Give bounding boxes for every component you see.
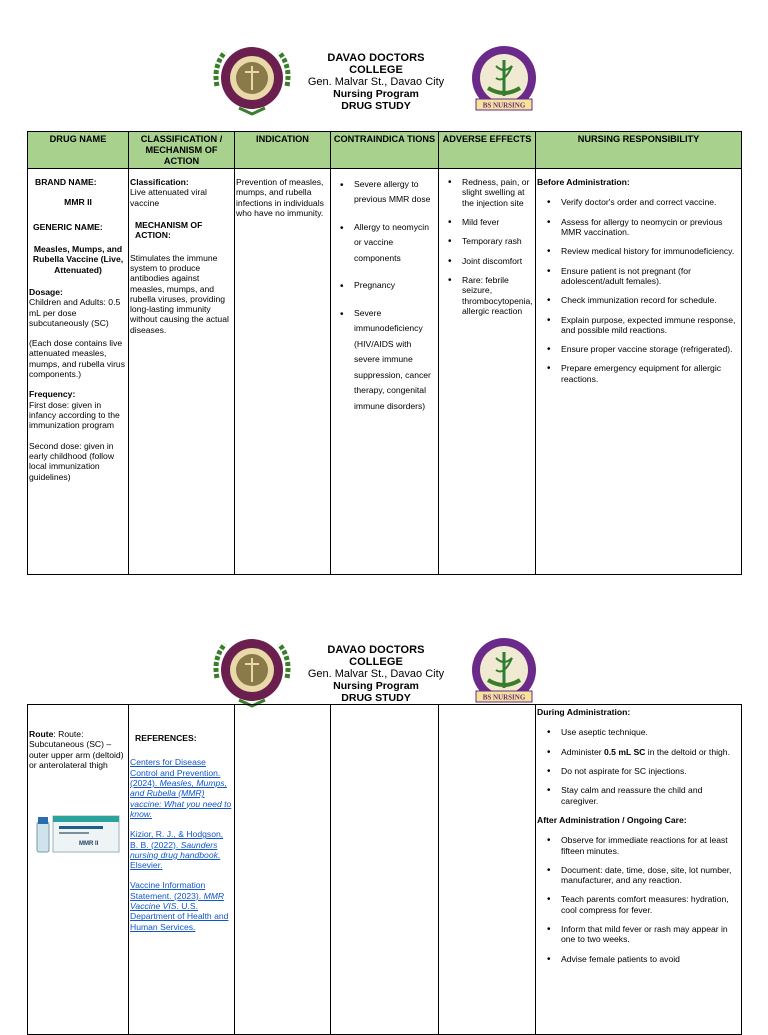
before-administration-title: Before Administration:: [537, 177, 630, 187]
list-item: • Advise female patients to avoid: [553, 954, 740, 964]
reference-link[interactable]: Centers for Disease Control and Prevention. (2024). Measles, Mumps, and Rubella (MMR) vaccine: What you need to know.: [130, 757, 232, 819]
brand-name: MMR II: [64, 197, 92, 208]
col-adverse-effects: ADVERSE EFFECTS: [439, 132, 536, 169]
list-item: • Redness, pain, or slight swelling at the injection site: [454, 177, 534, 208]
generic-label: GENERIC NAME:: [33, 221, 103, 232]
empty-indication-cell: [235, 705, 331, 1035]
list-item: • Stay calm and reassure the child and caregiver.: [553, 785, 740, 806]
moa-label: MECHANISM OF ACTION:: [135, 219, 203, 241]
frequency-first: First dose: given in infancy according to the immunization program: [29, 399, 120, 431]
college-address: Gen. Malvar St., Davao City: [307, 76, 445, 88]
col-drug-name: DRUG NAME: [28, 132, 129, 169]
after-administration-title: After Administration / Ongoing Care:: [537, 814, 687, 825]
col-contraindications: CONTRAINDICA TIONS: [331, 132, 439, 169]
college-address: Gen. Malvar St., Davao City: [307, 668, 445, 680]
table-header-row: [28, 132, 742, 169]
bs-nursing-logo: [462, 44, 546, 116]
list-item: • Ensure patient is not pregnant (for adolescent/adult females).: [553, 266, 740, 287]
generic-name: Measles, Mumps, and Rubella Vaccine (Live, Attenuated): [32, 243, 124, 275]
route-text: [29, 729, 127, 770]
program-name: Nursing Program: [333, 88, 419, 100]
list-item: • Do not aspirate for SC injections.: [553, 766, 740, 776]
college-name: DAVAO DOCTORS COLLEGE: [327, 644, 425, 668]
indication-text: Prevention of measles, mumps, and rubella infections in individuals who have no immunity.: [236, 177, 324, 218]
logo-banner-text: BS NURSING: [482, 101, 526, 110]
reference-link[interactable]: Vaccine Information Statement. (2023). MMR Vaccine VIS. U.S. Department of Health and Human Services.: [130, 880, 229, 932]
program-name: Nursing Program: [333, 680, 419, 692]
drug-name-cell: [28, 169, 129, 575]
references-title: REFERENCES:: [135, 733, 197, 743]
moa-value: Stimulates the immune system to produce antibodies against measles, mumps, and rubella viruses, providing long-lasting immunity without causing the actual diseases.: [130, 252, 229, 335]
list-item: • Mild fever: [454, 217, 534, 227]
college-name: DAVAO DOCTORS COLLEGE: [327, 52, 425, 76]
list-item: • Document: date, time, dose, site, lot number, manufacturer, and any reaction.: [553, 865, 740, 886]
list-item: • Prepare emergency equipment for allergic reactions.: [553, 363, 740, 384]
document-title: DRUG STUDY: [341, 692, 411, 704]
adverse-effects-list: [440, 177, 534, 316]
adverse-effects-cell: [439, 169, 536, 575]
drug-study-table-page2: [27, 704, 742, 1035]
header-text-block: [300, 644, 452, 704]
college-seal-logo: [207, 42, 297, 116]
col-nursing-responsibility: NURSING RESPONSIBILITY: [536, 132, 742, 169]
list-item: • Ensure proper vaccine storage (refrigerated).: [553, 344, 740, 354]
drug-study-table-page1: [27, 131, 742, 575]
list-item: • Check immunization record for schedule.: [553, 295, 740, 305]
route-label: Route: [29, 729, 54, 739]
nursing-responsibility-cell: [536, 705, 742, 1035]
classification-value: Live attenuated viral vaccine: [130, 187, 207, 208]
frequency-second: Second dose: given in early childhood (follow local immunization guidelines): [29, 440, 115, 482]
brand-label: BRAND NAME:: [35, 177, 97, 187]
list-item: • Administer 0.5 mL SC in the deltoid or thigh.: [553, 747, 740, 757]
list-item: • Use aseptic technique.: [553, 727, 740, 737]
list-item: • Severe allergy to previous MMR dose: [346, 177, 437, 208]
contraindications-cell: [331, 169, 439, 575]
col-classification: CLASSIFICATION / MECHANISM OF ACTION: [129, 132, 235, 169]
nursing-responsibility-cell: [536, 169, 742, 575]
classification-label: Classification:: [130, 177, 189, 187]
list-item: • Temporary rash: [454, 236, 534, 246]
classification-cell: [129, 169, 235, 575]
dose-note: (Each dose contains live attenuated measles, mumps, and rubella virus components.): [29, 338, 126, 380]
college-seal-logo: [207, 634, 297, 708]
list-item: • Inform that mild fever or rash may appear in one to two weeks.: [553, 924, 740, 945]
list-item: • Rare: febrile seizure, thrombocytopenia, allergic reaction: [454, 275, 534, 316]
header-text-block: [300, 52, 452, 112]
table-row: [28, 169, 742, 575]
empty-contraindications-cell: [331, 705, 439, 1035]
list-item: • Pregnancy: [346, 278, 437, 293]
dosage-value: Children and Adults: 0.5 mL per dose subcutaneously (SC): [29, 297, 121, 328]
list-item: • Explain purpose, expected immune response, and possible mild reactions.: [553, 315, 740, 336]
route-cell: [28, 705, 129, 1035]
frequency-label: Frequency:: [29, 389, 76, 400]
list-item: • Review medical history for immunodeficiency.: [553, 246, 740, 256]
bs-nursing-logo: [462, 636, 546, 708]
vaccine-box-image: [35, 814, 121, 856]
after-administration-list: [537, 835, 740, 964]
reference-link[interactable]: Kizior, R. J., & Hodgson, B. B. (2022). Saunders nursing drug handbook. Elsevier.: [130, 829, 224, 871]
indication-cell: [235, 169, 331, 575]
route-value: : Route: Subcutaneous (SC) – outer upper arm (deltoid) or anterolateral thigh: [29, 729, 124, 770]
list-item: • Assess for allergy to neomycin or previous MMR vaccination.: [553, 217, 740, 238]
during-administration-title: During Administration:: [537, 707, 631, 717]
table-row: [28, 705, 742, 1035]
contraindications-list: [332, 177, 437, 414]
col-indication: INDICATION: [235, 132, 331, 169]
document-title: DRUG STUDY: [341, 100, 411, 112]
logo-banner-text: BS NURSING: [482, 693, 526, 702]
during-administration-list: [537, 727, 740, 806]
dosage-label: Dosage:: [29, 286, 63, 297]
empty-adverse-effects-cell: [439, 705, 536, 1035]
before-administration-list: [537, 197, 740, 384]
list-item: • Allergy to neomycin or vaccine components: [346, 220, 437, 266]
list-item: • Severe immunodeficiency (HIV/AIDS with severe immune suppression, cancer therapy, congenital immune disorders): [346, 306, 437, 414]
references-cell: [129, 705, 235, 1035]
vaccine-box-label: MMR II: [79, 841, 99, 848]
list-item: • Verify doctor's order and correct vaccine.: [553, 197, 740, 207]
list-item: • Joint discomfort: [454, 256, 534, 266]
list-item: • Teach parents comfort measures: hydration, cool compress for fever.: [553, 894, 740, 915]
list-item: • Observe for immediate reactions for at least fifteen minutes.: [553, 835, 740, 856]
